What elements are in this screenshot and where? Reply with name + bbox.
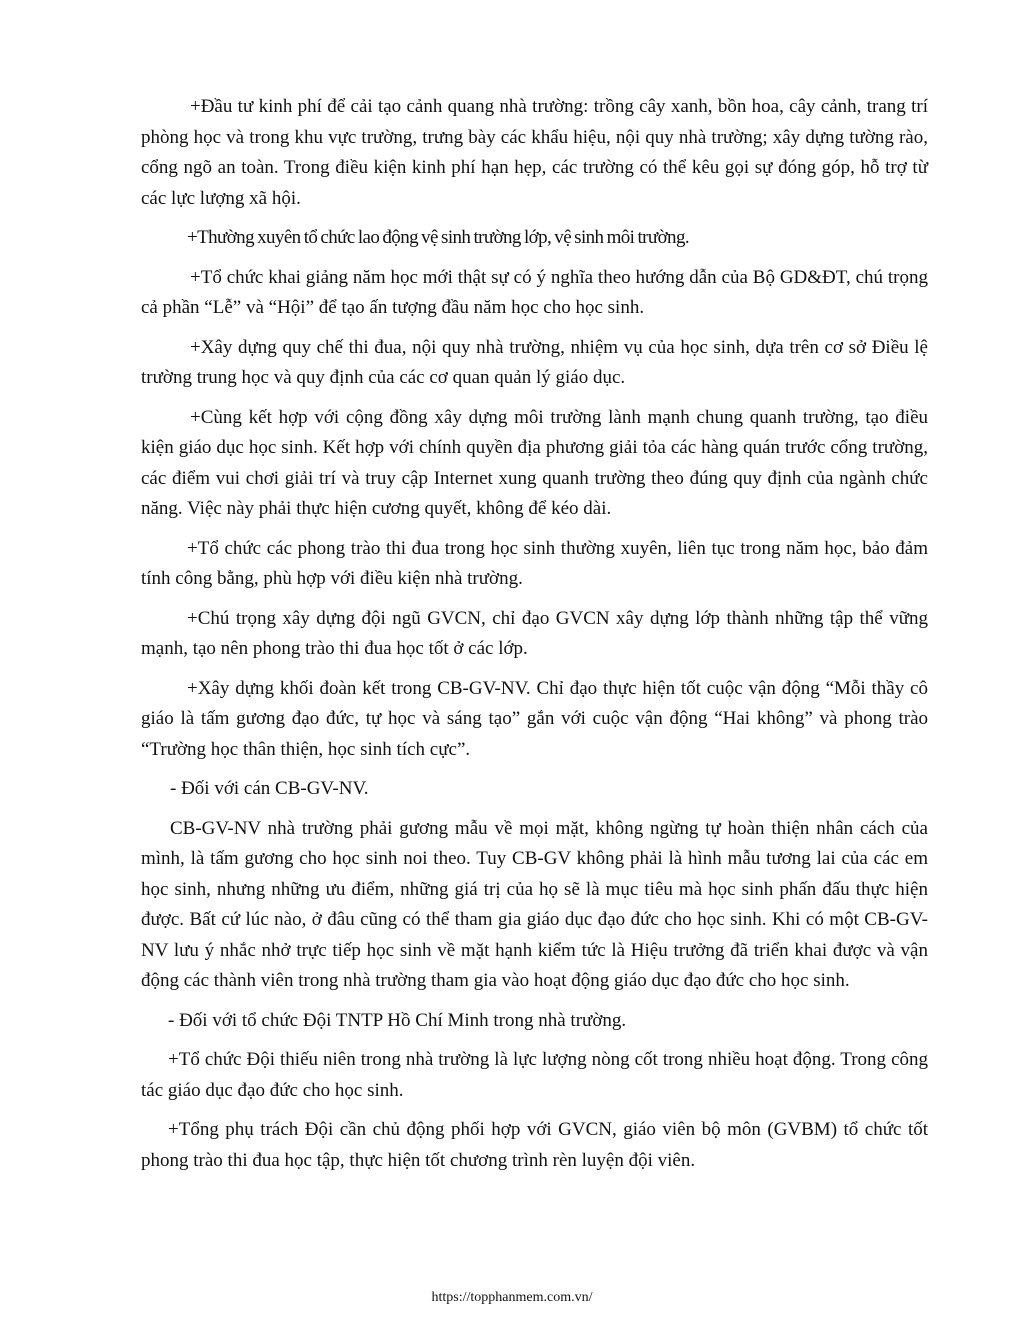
paragraph-homeroom-teachers: +Chú trọng xây dựng đội ngũ GVCN, chỉ đạo GVCN xây dựng lớp thành những tập thể vững mạnh, tạo nên phong trào thi đua học tốt ở các lớp. (141, 607, 928, 659)
paragraph-youth-union-role: +Tổ chức Đội thiếu niên trong nhà trường là lực lượng nòng cốt trong nhiều hoạt động. Trong công tác giáo dục đạo đức cho học sinh. (141, 1049, 928, 1101)
paragraph-staff-solidarity: +Xây dựng khối đoàn kết trong CB-GV-NV. Chỉ đạo thực hiện tốt cuộc vận động “Mỗi thầy cô giáo là tấm gương đạo đức, tự học và sáng tạo” gắn với cuộc vận động “Hai không” và phong trào “Trường học thân thiện, học sinh tích cực”. (141, 677, 928, 760)
paragraph-community-environment: +Cùng kết hợp với cộng đồng xây dựng môi trường lành mạnh chung quanh trường, tạo điều kiện giáo dục học sinh. Kết hợp với chính quyền địa phương giải tỏa các hàng quán trước cổng trường, các điểm vui chơi giải trí và truy cập Internet xung quanh trường theo đúng quy định của ngành chức năng. Việc này phải thực hiện cương quyết, không để kéo dài. (141, 406, 928, 519)
document-body (141, 92, 928, 1185)
paragraph-staff-role-model: CB-GV-NV nhà trường phải gương mẫu về mọi mặt, không ngừng tự hoàn thiện nhân cách của mình, là tấm gương cho học sinh noi theo. Tuy CB-GV không phải là hình mẫu tương lai của các em học sinh, nhưng những ưu điểm, những giá trị của họ sẽ là mục tiêu mà học sinh phấn đấu thực hiện được. Bất cứ lúc nào, ở đâu cũng có thể tham gia giáo dục đạo đức cho học sinh. Khi có một CB-GV-NV lưu ý nhắc nhở trực tiếp học sinh về mặt hạnh kiểm tức là Hiệu trưởng đã triển khai được và vận động các thành viên trong nhà trường tham gia vào hoạt động giáo dục đạo đức cho học sinh. (141, 817, 928, 991)
paragraph-emulation-movement: +Tổ chức các phong trào thi đua trong học sinh thường xuyên, liên tục trong năm học, bảo đảm tính công bằng, phù hợp với điều kiện nhà trường. (141, 537, 928, 589)
section-heading-youth-union: - Đối với tổ chức Đội TNTP Hồ Chí Minh trong nhà trường. (168, 1009, 627, 1031)
paragraph-landscape-investment: +Đầu tư kinh phí để cải tạo cảnh quang nhà trường: trồng cây xanh, bồn hoa, cây cảnh, trang trí phòng học và trong khu vực trường, trưng bày các khẩu hiệu, nội quy nhà trường; xây dựng tường rào, cổng ngõ an toàn. Trong điều kiện kinh phí hạn hẹp, các trường có thể kêu gọi sự đóng góp, hỗ trợ từ các lực lượng xã hội. (141, 96, 928, 209)
section-heading-staff: - Đối với cán CB-GV-NV. (170, 778, 369, 799)
paragraph-hygiene-labor: +Thường xuyên tổ chức lao động vệ sinh trường lớp, vệ sinh môi trường. (187, 227, 690, 248)
paragraph-regulations: +Xây dựng quy chế thi đua, nội quy nhà trường, nhiệm vụ của học sinh, dựa trên cơ sở Điều lệ trường trung học và quy định của các cơ quan quản lý giáo dục. (141, 336, 928, 388)
paragraph-opening-ceremony: +Tổ chức khai giảng năm học mới thật sự có ý nghĩa theo hướng dẫn của Bộ GD&ĐT, chú trọng cả phần “Lễ” và “Hội” để tạo ấn tượng đầu năm học cho học sinh. (141, 266, 928, 318)
paragraph-youth-leader: +Tổng phụ trách Đội cần chủ động phối hợp với GVCN, giáo viên bộ môn (GVBM) tổ chức tốt phong trào thi đua học tập, thực hiện tốt chương trình rèn luyện đội viên. (141, 1119, 928, 1171)
footer-source-link[interactable]: https://topphanmem.com.vn/ (431, 1290, 593, 1305)
